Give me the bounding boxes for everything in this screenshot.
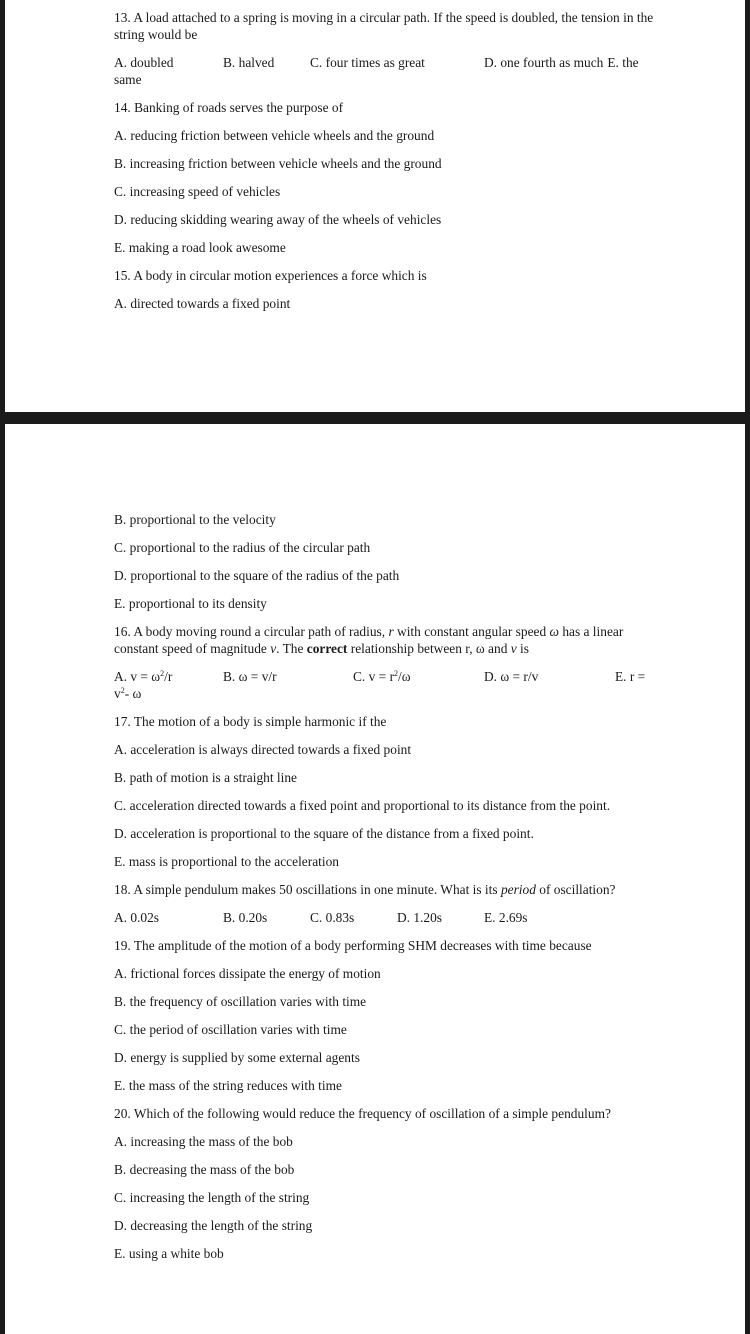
option-19c: C. the period of oscillation varies with time xyxy=(114,1022,347,1037)
option-16d: D. ω = r/v xyxy=(484,669,539,684)
option-17d: D. acceleration is proportional to the square of the distance from a fixed point. xyxy=(114,826,534,841)
question-20: 20. Which of the following would reduce the frequency of oscillation of a simple pendulum? xyxy=(114,1106,611,1121)
option-13c: C. four times as great xyxy=(310,55,425,70)
option-19e: E. the mass of the string reduces with time xyxy=(114,1078,342,1093)
option-17b: B. path of motion is a straight line xyxy=(114,770,297,785)
option-14e: E. making a road look awesome xyxy=(114,240,286,255)
option-14a: A. reducing friction between vehicle wheels and the ground xyxy=(114,128,435,143)
option-18e: E. 2.69s xyxy=(484,910,528,925)
document-page-1 xyxy=(5,0,745,412)
option-17a: A. acceleration is always directed towards a fixed point xyxy=(114,742,412,757)
option-15c: C. proportional to the radius of the circular path xyxy=(114,540,371,555)
option-20c: C. increasing the length of the string xyxy=(114,1190,310,1205)
question-14: 14. Banking of roads serves the purpose of xyxy=(114,100,344,115)
question-16: 16. A body moving round a circular path of radius, r with constant angular speed ω has a linear constant speed of magnitude v. The correct relationship between r, ω and v is xyxy=(114,624,624,656)
option-13e-cont: same xyxy=(114,72,142,87)
option-16e: E. r = xyxy=(615,669,646,684)
option-14c: C. increasing speed of vehicles xyxy=(114,184,281,199)
option-17e: E. mass is proportional to the acceleration xyxy=(114,854,339,869)
question-13: 13. A load attached to a spring is moving in a circular path. If the speed is doubled, the tension in the string would be xyxy=(114,10,654,42)
question-19: 19. The amplitude of the motion of a body performing SHM decreases with time because xyxy=(114,938,592,953)
option-20e: E. using a white bob xyxy=(114,1246,224,1261)
option-17c: C. acceleration directed towards a fixed point and proportional to its distance from the point. xyxy=(114,798,611,813)
option-20d: D. decreasing the length of the string xyxy=(114,1218,313,1233)
option-16b: B. ω = v/r xyxy=(223,669,277,684)
option-20b: B. decreasing the mass of the bob xyxy=(114,1162,295,1177)
option-18a: A. 0.02s xyxy=(114,910,160,925)
page-1-content xyxy=(114,9,664,312)
option-16e-cont: $v^2-$ ω xyxy=(114,686,142,701)
option-16c: C. $v = r^2/\omega$ xyxy=(353,669,411,684)
option-18b: B. 0.20s xyxy=(223,910,268,925)
option-16a: A. $v = \omega^2/r$ xyxy=(114,669,173,684)
option-13a: A. doubled xyxy=(114,55,174,70)
option-13e: E. the xyxy=(607,55,639,70)
option-18d: D. 1.20s xyxy=(397,910,443,925)
question-18-options xyxy=(114,909,664,926)
option-19a: A. frictional forces dissipate the energy of motion xyxy=(114,966,381,981)
question-18: 18. A simple pendulum makes 50 oscillations in one minute. What is its period of oscillation? xyxy=(114,882,616,897)
question-16-options xyxy=(114,668,664,685)
option-20a: A. increasing the mass of the bob xyxy=(114,1134,293,1149)
option-14d: D. reducing skidding wearing away of the wheels of vehicles xyxy=(114,212,442,227)
page-2-content xyxy=(114,511,664,1262)
option-15e: E. proportional to its density xyxy=(114,596,267,611)
option-15a: A. directed towards a fixed point xyxy=(114,296,291,311)
option-13b: B. halved xyxy=(223,55,275,70)
question-15: 15. A body in circular motion experiences a force which is xyxy=(114,268,427,283)
option-19d: D. energy is supplied by some external agents xyxy=(114,1050,360,1065)
option-15d: D. proportional to the square of the radius of the path xyxy=(114,568,400,583)
document-page-2 xyxy=(5,424,745,1334)
option-13d: D. one fourth as much xyxy=(484,55,604,70)
question-17: 17. The motion of a body is simple harmonic if the xyxy=(114,714,387,729)
option-19b: B. the frequency of oscillation varies with time xyxy=(114,994,367,1009)
option-18c: C. 0.83s xyxy=(310,910,355,925)
option-14b: B. increasing friction between vehicle wheels and the ground xyxy=(114,156,442,171)
option-15b: B. proportional to the velocity xyxy=(114,512,276,527)
question-13-options xyxy=(114,54,664,71)
